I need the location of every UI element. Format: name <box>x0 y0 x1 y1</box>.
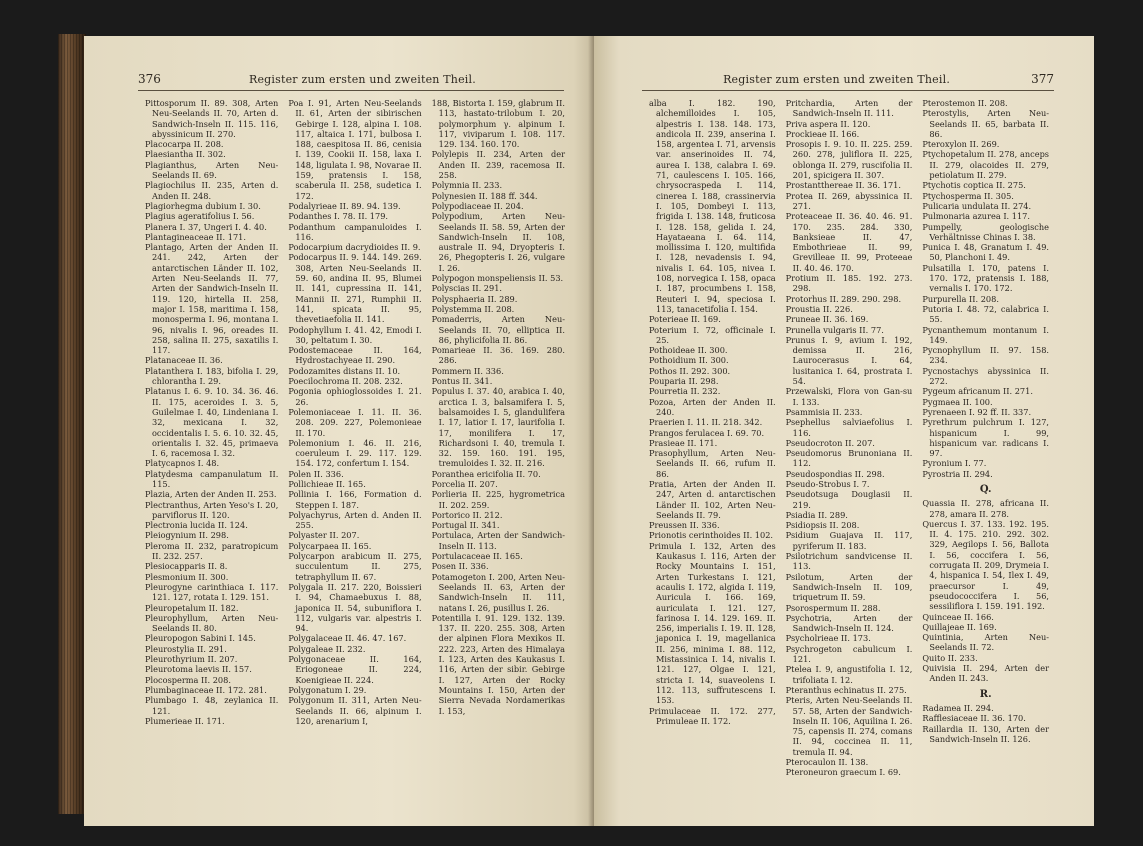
index-entry: Psilotum, Arten der Sandwich-Inseln II. 109, triquetrum II. 59. <box>785 571 913 603</box>
index-entry: Psycholrieae II. 173. <box>785 633 871 644</box>
index-entry: Plagiorhegma dubium I. 30. <box>145 200 261 211</box>
index-entry: Pontus II. 341. <box>431 376 493 387</box>
index-entry: Plagianthus, Arten Neu-Seelands II. 69. <box>145 159 279 181</box>
index-entry: Pycnostachys abyssinica II. 272. <box>922 365 1050 387</box>
right-column-3 <box>917 98 1054 826</box>
index-entry: Pseudomorus Brunoniana II. 112. <box>785 448 913 469</box>
index-entry: Polyscias II. 291. <box>431 283 503 294</box>
index-entry: Pygmaea II. 100. <box>922 396 993 407</box>
right-page-header <box>642 72 1054 86</box>
index-entry: Priva aspera II. 120. <box>785 118 871 129</box>
index-entry: Psorospermum II. 288. <box>785 602 881 613</box>
index-entry: Primulaceae II. 172. 277, Primuleae II. 172. <box>649 705 776 726</box>
index-entry: Pouparia II. 298. <box>649 376 719 387</box>
index-entry: Podozamites distans II. 10. <box>288 365 401 376</box>
index-entry: Podanthum campanuloides I. 116. <box>288 221 422 242</box>
index-entry: Plagiochilus II. 235, Arten d. Anden II. 248. <box>145 180 279 201</box>
index-entry: Polemonium I. 46. II. 216, coeruleum I. 29. 117. 129. 154. 172, confertum I. 154. <box>288 437 422 469</box>
index-entry: Pulmonaria azurea I. 117. <box>922 211 1030 222</box>
index-entry: Pseudospondias II. 298. <box>785 468 885 479</box>
index-entry: Prockieae II. 166. <box>785 128 860 139</box>
index-entry: Ptelea I. 9, angustifolia I. 12, trifoliata I. 12. <box>785 664 913 685</box>
index-entry: Pothoidium II. 300. <box>649 355 729 366</box>
index-entry: Pulicaria undulata II. 274. <box>922 200 1032 211</box>
index-entry: Pteroxylon II. 269. <box>922 139 1000 150</box>
index-entry: Polylepis II. 234, Arten der Anden II. 239, racemosa II. 258. <box>431 149 565 181</box>
left-column-1 <box>140 98 283 826</box>
index-entry: Prangos ferulacea I. 69. 70. <box>649 427 765 438</box>
index-entry: Pozoa, Arten der Anden II. 240. <box>649 396 776 417</box>
index-entry: Pomarieae II. 36. 169. 280. 286. <box>431 345 565 366</box>
index-entry: Psilotrichum sandvicense II. 113. <box>785 551 913 572</box>
section-letter-r: R. <box>979 688 992 700</box>
index-entry: Pommern II. 336. <box>431 365 504 376</box>
index-entry: Poranthea ericifolia II. 70. <box>431 468 541 479</box>
index-entry: Prunella vulgaris II. 77. <box>785 324 884 335</box>
index-entry: Pseudo-Strobus I. 7. <box>785 478 870 489</box>
index-entry: Pseudocroton II. 207. <box>785 437 875 448</box>
section-letter-q: Q. <box>979 483 992 495</box>
right-column-2 <box>781 98 918 826</box>
index-entry: Przewalski, Flora von Gan-su I. 133. <box>785 386 913 407</box>
index-entry: Psammisia II. 233. <box>785 406 863 417</box>
index-entry: Plumerieae II. 171. <box>145 715 225 726</box>
index-entry: Platanus I. 6. 9. 10. 34. 36. 46. II. 175, aceroides I. 3. 5, Guilelmae I. 40, Lindeniana I. 32, mexicana I. 32, occidentalis I. 5. 6. 10. 32. 45, orientalis I. 32. 45, primaeva I. 6, racemosa I. 32. <box>145 386 279 459</box>
index-entry: Pollichieae II. 165. <box>288 478 366 489</box>
index-entry: Polygonatum I. 29. <box>288 684 367 695</box>
index-entry: Placocarpa II. 208. <box>145 139 224 150</box>
index-entry: Platydesma campanulatum II. 115. <box>145 468 279 489</box>
index-entry: Punica I. 48, Granatum I. 49. 50, Planchoni I. 49. <box>922 242 1050 263</box>
index-entry: Poterieae II. 169. <box>649 314 721 325</box>
index-entry: Portulacaceae II. 165. <box>431 551 523 562</box>
index-entry: Prasophyllum, Arten Neu-Seelands II. 66, rufum II. 86. <box>649 448 776 479</box>
right-page-number: 377 <box>1031 72 1054 86</box>
left-page-number: 376 <box>138 72 161 86</box>
index-entry: Polygaleae II. 232. <box>288 643 366 654</box>
index-entry: Polypodium, Arten Neu-Seelands II. 58. 59, Arten der Sandwich-Inseln II. 108, australe II. 94, Dryopteris I. 26, Phegopteris I. 26, vulgare I. 26. <box>431 211 565 273</box>
index-entry: Ptychosperma II. 305. <box>922 190 1014 201</box>
right-header-rule <box>642 90 1054 91</box>
index-entry: Platanaceae II. 36. <box>145 355 223 366</box>
index-entry: Psidium Guajava II. 117, pyriferum II. 183. <box>785 530 913 551</box>
index-entry: Pteroneuron graecum I. 69. <box>785 767 901 778</box>
index-entry: Pothoideae II. 300. <box>649 345 728 356</box>
index-entry: Psephellus salviaefolius I. 116. <box>785 417 913 438</box>
index-entry: alba I. 182. 190, alchemilloides I. 105, alpestris I. 138. 148. 173, andicola II. 239, anserina I. 158, argentea I. 71, arvensis var. anserinoides II. 74, aurea I. 138, calabra I. 69. 71, caulescens I. 105. 166, chrysocraspeda I. 114, cinerea I. 188, crassinervia I. 105, Dombeyi I. 113, frigida I. 138. 148, fruticosa I. 128. 158, gelida I. 24, Hayataeana I. 64. 114, mollissima I. 120, multifida I. 128, nevadensis I. 94, nivalis I. 64. 105, nivea I. 108, norvegica I. 158, opaca I. 187, procumbens I. 158, Reuteri I. 94, speciosa I. 113, tanacetifolia I. 154. <box>649 98 776 314</box>
index-entry: Pulsatilla I. 170, patens I. 170. 172, pratensis I. 188, vernalis I. 170. 172. <box>922 262 1050 294</box>
index-entry: Polycarpon arabicum II. 275, succulentum II. 275, tetraphyllum II. 67. <box>288 551 422 582</box>
index-entry: Ptychopetalum II. 278, anceps II. 279, olacoides II. 279, petiolatum II. 279. <box>922 149 1050 181</box>
index-entry: Pumpelly, geologische Verhältnisse Chinas I. 38. <box>922 221 1050 242</box>
index-entry: Prunus I. 9, avium I. 192, demissa II. 216, Laurocerasus I. 64, lusitanica I. 64, prostrata I. 54. <box>785 334 913 387</box>
index-entry: Pteranthus echinatus II. 275. <box>785 684 907 695</box>
index-entry: Polygala II. 217. 220, Boissieri I. 94, Chamaebuxus I. 88, japonica II. 54, subuniflora I. 112, vulgaris var. alpestris I. 94. <box>288 581 422 634</box>
index-entry: Protorhus II. 289. 290. 298. <box>785 293 902 304</box>
index-entry: Primula I. 132, Arten des Kaukasus I. 116, Arten der Rocky Mountains I. 151, Arten Turkestans I. 121, acaulis I. 172, algida I. 119, Auricula I. 166. 169, auriculata I. 121. 127, farinosa I. 14. 129. 169. II. 256, imperialis I. 19. II. 128, japonica I. 19, magellanica II. 256, minima I. 88. 112, Mistassinica I. 14, nivalis I. 121. 127, Olgae I. 121, stricta I. 14, suaveolens I. 112. 113, suffrutescens I. 153. <box>649 540 776 706</box>
index-entry: Polemoniaceae I. 11. II. 36. 208. 209. 227, Polemonieae II. 170. <box>288 406 422 438</box>
index-entry: Pterocaulon II. 138. <box>785 757 869 767</box>
index-entry: Pyrostria II. 294. <box>922 468 993 479</box>
left-columns <box>140 98 570 826</box>
right-column-3-p-entries <box>922 98 1049 479</box>
index-entry: Pollinia I. 166, Formation d. Steppen I. 187. <box>288 489 422 510</box>
index-entry: Pterostemon II. 208. <box>922 98 1008 108</box>
index-entry: Polysphaeria II. 289. <box>431 293 518 304</box>
index-entry: Portulaca, Arten der Sandwich-Inseln II. 113. <box>431 530 565 551</box>
index-entry: Pleuropetalum II. 182. <box>145 602 239 613</box>
index-entry: Pleiogynium II. 298. <box>145 530 229 541</box>
index-entry: Ptychotis coptica II. 275. <box>922 180 1026 191</box>
index-entry: Platycapnos I. 48. <box>145 458 220 469</box>
index-entry: Polyaster II. 207. <box>288 530 360 541</box>
index-entry: Portugal II. 341. <box>431 520 500 531</box>
index-entry: Poa I. 91, Arten Neu-Seelands II. 61, Arten der sibirischen Gebirge I. 128, alpina I. 108. 117, altaica I. 171, bulbosa I. 188, caespitosa II. 86, cenisia I. 139, Cookii II. 158, laxa I. 148, ligulata I. 98, Novarae II. 159, pratensis I. 158, scaberula II. 258, sudetica I. 172. <box>288 98 422 201</box>
index-entry: Pseudotsuga Douglasii II. 219. <box>785 489 913 510</box>
index-entry: Praerien I. 11. II. 218. 342. <box>649 417 763 428</box>
index-entry: Putoria I. 48. 72, calabrica I. 55. <box>922 303 1050 325</box>
index-entry: Pterostylis, Arten Neu-Seelands II. 65, barbata II. 86. <box>922 108 1050 139</box>
index-entry: Podocarpium dacrydioides II. 9. <box>288 242 421 253</box>
index-entry: Polypodiaceae II. 204. <box>431 200 524 211</box>
index-entry: Pruneae II. 36. 169. <box>785 314 869 325</box>
index-entry: Prostantthereae II. 36. 171. <box>785 180 901 191</box>
index-entry: Proustia II. 226. <box>785 303 853 314</box>
index-entry: Pogonia ophioglossoides I. 21. 26. <box>288 386 422 407</box>
index-entry: Prionotis cerinthoides II. 102. <box>649 530 774 541</box>
index-entry: Proteaceae II. 36. 40. 46. 91. 170. 235. 284. 330, Banksieae II. 47, Embothrieae II. 99, Grevilleae II. 99, Proteeae II. 40. 46. 170. <box>785 211 913 273</box>
left-column-3 <box>427 98 570 826</box>
index-entry: Plumbago I. 48, zeylanica II. 121. <box>145 695 279 716</box>
index-entry: Polygalaceae II. 46. 47. 167. <box>288 633 407 644</box>
index-entry: Radamea II. 294. <box>922 702 994 713</box>
index-entry: Planera I. 37, Ungeri I. 4. 40. <box>145 221 267 232</box>
index-entry: Podocarpus II. 9. 144. 149. 269. 308, Arten Neu-Seelands II. 59. 60, andina II. 95, Blumei II. 141, cupressina II. 141, Mannii II. 271, Rumphii II. 141, spicata II. 95, thevetiaefolia II. 141. <box>288 252 422 325</box>
index-entry: Porcelia II. 207. <box>431 478 498 489</box>
index-entry: Plagius ageratifolius I. 56. <box>145 211 255 222</box>
index-entry: Poterium I. 72, officinale I. 25. <box>649 324 776 345</box>
right-column-3-q-entries <box>922 498 1049 683</box>
index-entry: Polystemma II. 208. <box>431 303 515 314</box>
index-entry: Plaesiantha II. 302. <box>145 149 226 160</box>
index-entry: Porlieria II. 225, hygrometrica II. 202. 259. <box>431 489 565 510</box>
right-column-1 <box>644 98 781 826</box>
index-entry: Potentilla I. 91. 129. 132. 139. 137. II. 220. 255. 308, Arten der alpinen Flora Mexikos II. 222. 223, Arten des Himalaya I. 123, Arten des Kaukasus I. 116, Arten der sibir. Gebirge I. 127, Arten der Rocky Mountains I. 150, Arten der Sierra Nevada Nordamerikas I. 153, <box>431 612 565 716</box>
index-entry: Quivisia II. 294, Arten der Anden II. 243. <box>922 663 1050 684</box>
index-entry: Pleurothyrium II. 207. <box>145 654 238 665</box>
index-entry: Populus I. 37. 40, arabica I. 40, arctica I. 3, balsamifera I. 5, balsamoides I. 5, glandulifera I. 17, latior I. 17, laurifolia I. 17, monilifera I. 17, Richardsoni I. 40, tremula I. 32. 159. 160. 191. 195, tremuloides I. 32. II. 216. <box>431 386 565 469</box>
left-page-header <box>138 72 564 86</box>
index-entry: Pothos II. 292. 300. <box>649 365 731 376</box>
index-entry: Psidiopsis II. 208. <box>785 520 860 531</box>
index-entry: Pomaderris, Arten Neu-Seelands II. 70, elliptica II. 86, phylicifolia II. 86. <box>431 314 565 345</box>
index-entry: Pleurostylia II. 291. <box>145 643 227 654</box>
left-header-rule <box>138 90 564 91</box>
index-entry: Pycnanthemum montanum I. 149. <box>922 324 1050 345</box>
right-columns <box>644 98 1054 826</box>
index-entry: Raillardia II. 130, Arten der Sandwich-Inseln II. 126. <box>922 723 1050 744</box>
index-entry: Plectronia lucida II. 124. <box>145 520 248 531</box>
index-entry: Polynesien II. 188 ff. 344. <box>431 190 538 201</box>
index-entry: Preussen II. 336. <box>649 520 720 531</box>
index-entry: Plumbaginaceae II. 172. 281. <box>145 684 267 695</box>
index-entry: Pleurogyne carinthiaca I. 117. 121. 127, rotata I. 129. 151. <box>145 581 279 603</box>
index-entry: Podostemaceae II. 164, Hydrostachyeae II. 290. <box>288 345 422 366</box>
index-entry: Polymnia II. 233. <box>431 180 503 191</box>
left-page-title: Register zum ersten und zweiten Theil. <box>248 73 476 86</box>
index-entry: Rafflesiaceae II. 36. 170. <box>922 713 1026 724</box>
index-entry: Polen II. 336. <box>288 468 344 479</box>
index-entry: 188, Bistorta I. 159, glabrum II. 113, hastato-trilobum I. 20, polymorphum γ. alpinum I. 117, viviparum I. 108. 117. 129. 134. 160. 170. <box>431 98 565 150</box>
index-entry: Quillajeae II. 169. <box>922 621 997 632</box>
index-entry: Polyachyrus, Arten d. Anden II. 255. <box>288 509 422 531</box>
index-entry: Podanthes I. 78. II. 179. <box>288 211 389 222</box>
index-entry: Polypogon monspeliensis II. 53. <box>431 273 564 284</box>
index-entry: Poecilochroma II. 208. 232. <box>288 376 403 387</box>
index-entry: Platanthera I. 183, bifolia I. 29, chlorantha I. 29. <box>145 365 279 387</box>
index-entry: Quercus I. 37. 133. 192. 195. II. 4. 175. 210. 292. 302. 329, Aegilops I. 56, Ballota I. 56, coccifera I. 56, corrugata II. 209, Drymeia I. 4, hispanica I. 54, Ilex I. 49, praecursor I. 49, pseudococcifera I. 56, sessiliflora I. 159. 191. 192. <box>922 518 1050 612</box>
index-entry: Pyrethrum pulchrum I. 127, hispanicum I. 99, hispanicum var. radicans I. 97. <box>922 417 1050 459</box>
index-entry: Prosopis I. 9. 10. II. 225. 259. 260. 278, juliflora II. 225, oblonga II. 279, ruscifolia II. 201, spicigera II. 307. <box>785 139 913 181</box>
index-entry: Polycarpaea II. 165. <box>288 540 372 551</box>
index-entry: Quintinia, Arten Neu-Seelands II. 72. <box>922 632 1050 653</box>
open-book <box>58 22 1108 822</box>
index-entry: Podophyllum I. 41. 42, Emodi I. 30, peltatum I. 30. <box>288 324 422 345</box>
book-spine <box>58 34 86 814</box>
index-entry: Plantago, Arten der Anden II. 241. 242, Arten der antarctischen Länder II. 102, Arten Neu-Seelands II. 77, Arten der Sandwich-Inseln II. 119. 120, hirtella II. 258, major I. 158, maritima I. 158, monosperma I. 96, montana I. 96, nivalis I. 96, oreades II. 258, salina II. 275, saxatilis I. 117. <box>145 242 279 356</box>
index-entry: Plantagineaceae II. 171. <box>145 231 246 242</box>
index-entry: Polygonaceae II. 164, Eriogoneae II. 224, Koenigieae II. 224. <box>288 654 422 685</box>
index-entry: Pteris, Arten Neu-Seelands II. 57. 58, Arten der Sandwich-Inseln II. 106, Aquilina I. 26. 75, capensis II. 274, comans II. 94, coccinea II. 11, tremula II. 94. <box>785 695 913 757</box>
index-entry: Pyronium I. 77. <box>922 458 987 469</box>
index-entry: Pleroma II. 232, paratropicum II. 232. 257. <box>145 540 279 562</box>
index-entry: Protium II. 185. 192. 273. 298. <box>785 273 913 294</box>
index-entry: Polygonum II. 311, Arten Neu-Seelands II. 66, alpinum I. 120, arenarium I, <box>288 695 422 726</box>
index-entry: Pittosporum II. 89. 308, Arten Neu-Seelands II. 70, Arten d. Sandwich-Inseln II. 115. 116, abyssinicum II. 270. <box>145 98 279 139</box>
index-entry: Prasieae II. 171. <box>649 437 718 448</box>
index-entry: Pygeum africanum II. 271. <box>922 386 1033 397</box>
index-entry: Plesmonium II. 300. <box>145 571 229 582</box>
right-page-title: Register zum ersten und zweiten Theil. <box>723 73 951 86</box>
index-entry: Plazia, Arten der Anden II. 253. <box>145 489 277 500</box>
index-entry: Psychrogeton cabulicum I. 121. <box>785 643 913 665</box>
index-entry: Protea II. 269, abyssinica II. 271. <box>785 190 913 211</box>
index-entry: Pritchardia, Arten der Sandwich-Inseln II. 111. <box>785 98 913 119</box>
index-entry: Purpurella II. 208. <box>922 293 999 304</box>
index-entry: Posen II. 336. <box>431 561 489 572</box>
index-entry: Quito II. 233. <box>922 652 978 663</box>
right-page <box>594 36 1094 826</box>
index-entry: Quinceae II. 166. <box>922 611 994 622</box>
left-page <box>84 36 594 826</box>
index-entry: Pleurotoma laevis II. 157. <box>145 664 252 675</box>
index-entry: Pycnophyllum II. 97. 158. 234. <box>922 345 1050 366</box>
index-entry: Plesiocapparis II. 8. <box>145 561 228 572</box>
index-entry: Quassia II. 278, africana II. 278, amara II. 278. <box>922 498 1050 519</box>
index-entry: Pleurophyllum, Arten Neu-Seelands II. 80. <box>145 612 279 634</box>
index-entry: Psychotria, Arten der Sandwich-Inseln II. 124. <box>785 612 913 634</box>
index-entry: Potamogeton I. 200, Arten Neu-Seelands II. 63, Arten der Sandwich-Inseln II. 111, natans I. 26, pusillus I. 26. <box>431 571 565 613</box>
index-entry: Podalyrieae II. 89. 94. 139. <box>288 200 401 211</box>
index-entry: Pourretia II. 232. <box>649 386 721 397</box>
index-entry: Pyrenaeen I. 92 ff. II. 337. <box>922 406 1032 417</box>
index-entry: Pleuropogon Sabini I. 145. <box>145 633 256 644</box>
index-entry: Psiadia II. 289. <box>785 509 848 520</box>
index-entry: Plectranthus, Arten Yeso's I. 20, parviflorus II. 120. <box>145 499 279 520</box>
index-entry: Pratia, Arten der Anden II. 247, Arten d. antarctischen Länder II. 102, Arten Neu-Seelands II. 79. <box>649 478 776 520</box>
index-entry: Plocosperma II. 208. <box>145 674 231 685</box>
index-entry: Portorico II. 212. <box>431 509 503 520</box>
left-column-2 <box>283 98 426 826</box>
right-column-3-r-entries <box>922 703 1049 744</box>
